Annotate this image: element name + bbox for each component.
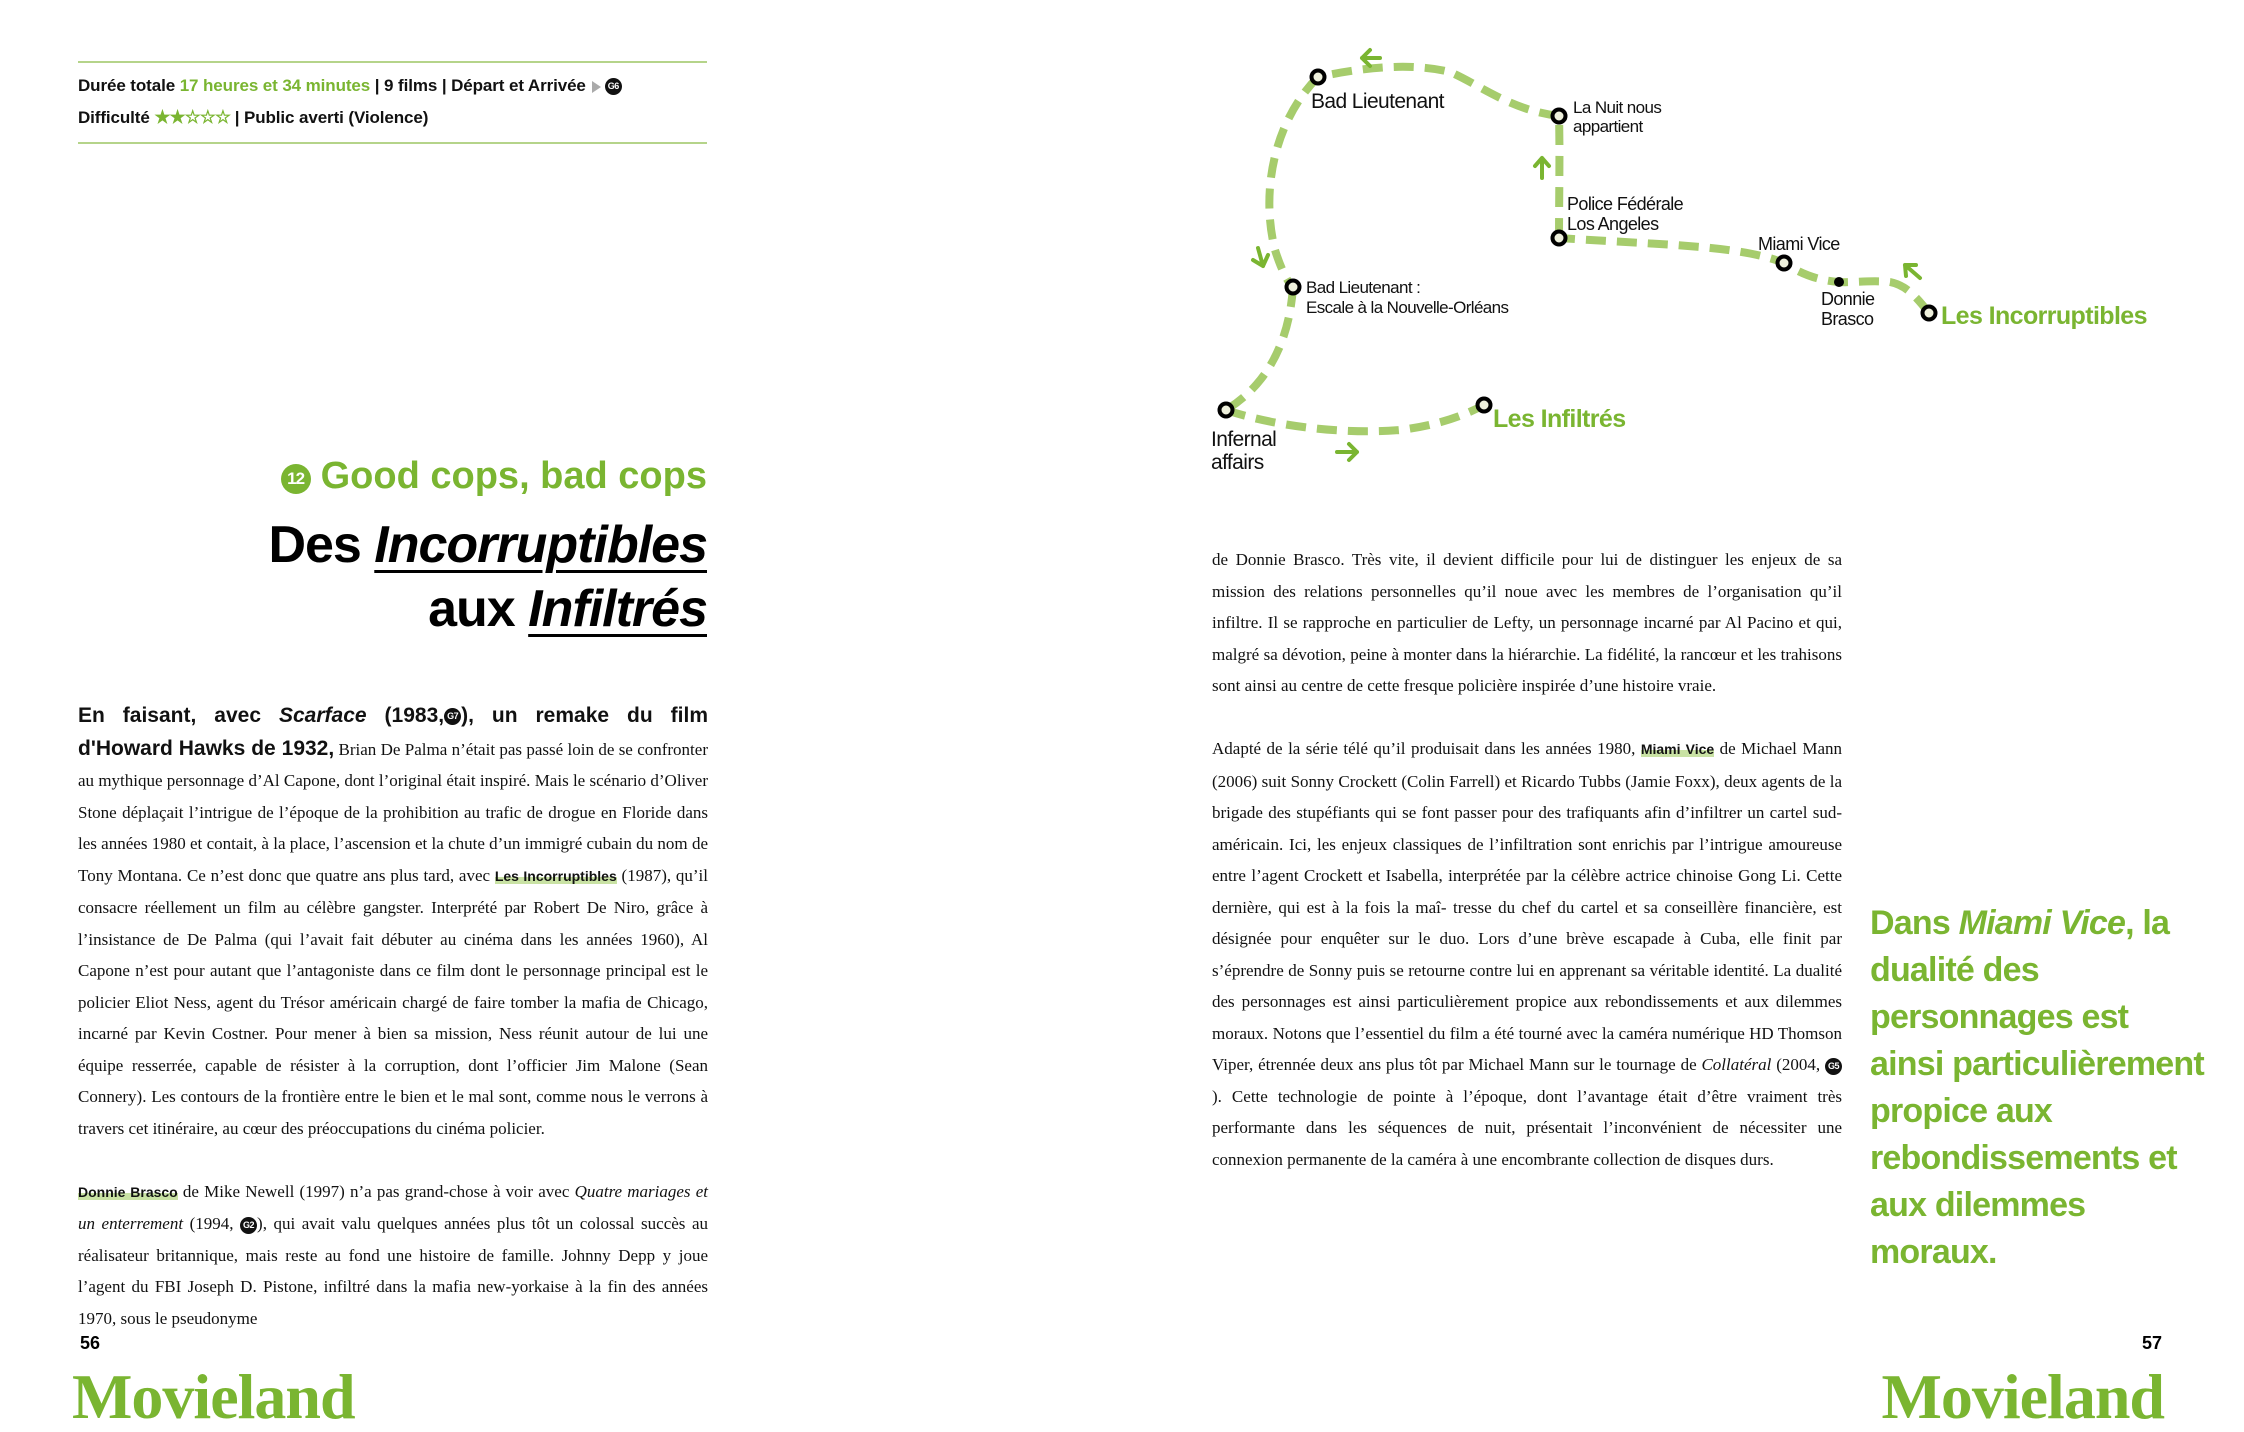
duration-value: 17 heures et 34 minutes	[180, 76, 370, 95]
title-plain-1: Des	[268, 516, 374, 574]
body-text: de Mike Newell (1997) n’a pas grand-chose à voir avec	[178, 1182, 575, 1201]
pull-quote: Dans Miami Vice, la dualité des personnages est ainsi particulièrement propice aux rebondissements et aux dilemmes moraux.	[1870, 900, 2210, 1276]
map-label-infiltres: Les Infiltrés	[1493, 405, 1626, 433]
map-label-infernal-1: Infernal	[1211, 428, 1276, 451]
arrow-right-icon	[1337, 444, 1357, 460]
movieland-logo-right: Movieland	[1881, 1365, 2164, 1429]
right-body	[1212, 544, 1842, 1175]
body-text: tresse du chef du cartel et sa conseillère financière, est désignée pour enquêter sur le duo. Lors d’une brève escapade à Cuba, elle finit par s’éprendre de Sonny puis se retourne contre lui en apprenant sa véritable identité. La dualité des personnages	[1212, 898, 1842, 1012]
page-number-right: 57	[2142, 1333, 2162, 1354]
stop-incorruptibles	[1923, 307, 1936, 320]
body-text: ), qui avait valu quelques années plus tôt un colossal succès au réalisateur britannique, mais reste au fond une histoire de famille. Johnny Depp y joue l’agent du FBI Joseph D. Pistone, infiltré dans la mafia new-yorkaise à la fin des années 1970, sous le pseudonyme	[78, 1214, 708, 1328]
duration-label: Durée totale	[78, 76, 175, 95]
film-title-italic: Quatre mariages et un enterrement	[78, 1182, 708, 1234]
stop-infiltres	[1478, 399, 1491, 412]
star-empty-icon: ☆	[215, 107, 230, 127]
arrow-down-icon	[1253, 248, 1268, 266]
body-text: est ainsi particulièrement propice aux rebondissements et aux dilemmes moraux. Notons que l’essentiel du film a été tourné avec la caméra numérique HD Thomson Viper, étrennée deux ans plus tôt par Michael Mann sur le tournage de	[1212, 992, 1842, 1074]
body-text: de Michael Mann (2006) suit Sonny Crockett (Colin Farrell) et Ricardo Tubbs (Jamie Foxx), deux agents de la brigade des stupéfiants qui se font passer pour des trafiquants afin d’infiltrer un cartel sud-américain. Ici, les enjeux classiques de l’infiltration sont enrichis par l’intrigue amoureuse entre l’agent Crockett et Isabella, interprétée par la célèbre actrice chinoise Gong Li. Cette dernière, qui est à la fois la maî-	[1212, 739, 1842, 917]
arrow-up-icon	[1535, 158, 1549, 178]
stop-bad-lieutenant	[1312, 71, 1325, 84]
film-badge-g7: G7	[444, 708, 461, 725]
title-plain-2: aux	[428, 580, 528, 638]
stop-bad-lieutenant-no	[1287, 281, 1300, 294]
body-text: (2004,	[1771, 1055, 1825, 1074]
film-link-incorruptibles[interactable]: Les Incorruptibles	[495, 868, 617, 884]
left-paragraph-2	[78, 1176, 708, 1335]
body-text: ). Cette technologie de pointe à l’époque, dont l’avantage était d’être vraiment très performante dans les séquences de nuit, présentait l’inconvénient de nécessiter une connexion permanente de la caméra à une encombrante collection de disques durs.	[1212, 1087, 1842, 1169]
body-text: (1994,	[183, 1214, 240, 1233]
map-label-infernal-2: affairs	[1211, 451, 1264, 474]
map-label-bad-lt-no-1: Bad Lieutenant :	[1306, 278, 1420, 297]
audience-label: | Public averti (Violence)	[235, 108, 429, 127]
section-number-badge: 12	[281, 464, 311, 494]
map-label-bad-lt-no-2: Escale à la Nouvelle-Orléans	[1306, 298, 1509, 317]
difficulty-label: Difficulté	[78, 108, 150, 127]
stop-miami-vice	[1778, 257, 1791, 270]
map-label-donnie-1: Donnie	[1821, 289, 1875, 309]
map-label-la-nuit-2: appartient	[1573, 117, 1643, 136]
film-badge-g5: G5	[1825, 1058, 1842, 1075]
star-filled-icon: ★	[154, 107, 169, 127]
body-text: Adapté de la série télé qu’il produisait dans les années 1980,	[1212, 739, 1641, 758]
route-segment	[1226, 287, 1293, 410]
arrow-upleft-icon	[1905, 265, 1920, 278]
star-empty-icon: ☆	[185, 107, 200, 127]
title-italic-1: Incorruptibles	[374, 516, 707, 574]
stop-donnie-brasco	[1834, 277, 1844, 287]
stop-infernal-affairs	[1220, 404, 1233, 417]
right-paragraph-1	[1212, 544, 1842, 702]
map-label-la-nuit-1: La Nuit nous	[1573, 98, 1661, 117]
page-number-left: 56	[80, 1333, 100, 1354]
film-title-italic: Collatéral	[1701, 1055, 1771, 1074]
map-label-police-2: Los Angeles	[1567, 214, 1659, 234]
lead-text: En faisant, avec Scarface (1983, G7 ), un remake du film d'Howard Hawks de 1932,	[78, 704, 708, 760]
film-link-miami-vice[interactable]: Miami Vice	[1641, 741, 1714, 757]
map-label-police-1: Police Fédérale	[1567, 194, 1684, 214]
body-text: (1987), qu’il consacre réellement un film au célèbre gangster. Interprété par Robert De Niro, grâce à l’insistance de De Palma (qui l’avait fait débuter au cinéma dans les années 1960), Al Capone n’est pour autant que l’antagoniste dans ce film dont le personnage principal est le policier Eliot Ness, agent du Trésor américain chargé de faire tomber la mafia de Chicago, incarné par Kevin Costner. Pour mener à bien sa mission, Ness réunit autour de lui une équipe resserrée, capable de résister à la corruption, dont l’officier Jim Malone (Sean Connery). Les contours de la frontière entre le bien et le mal sont, comme nous le verrons à travers cet itinéraire, au cœur des préoccupations du cinéma policier.	[78, 866, 708, 1138]
body-text: de Donnie Brasco. Très vite, il devient difficile pour lui de distinguer les enjeux de sa mission des relations personnelles qu’il noue avec les membres de l’organisation qu’il infiltre. Il se rapproche en particulier de Lefty, un personnage incarné par Al Pacino et qui, malgré sa dévotion, peine à monter dans la hiérarchie. La fidélité, la rancœur et les trahisons sont ainsi au centre de cette fresque policière inspirée d’une histoire vraie.	[1212, 550, 1842, 695]
star-filled-icon: ★	[170, 107, 185, 127]
map-label-incorruptibles: Les Incorruptibles	[1941, 302, 2147, 330]
route-map	[0, 0, 2244, 500]
film-link-donnie-brasco[interactable]: Donnie Brasco	[78, 1184, 178, 1200]
map-label-bad-lieutenant: Bad Lieutenant	[1311, 90, 1445, 113]
left-paragraph-1	[78, 700, 708, 1144]
section-heading-text: Good cops, bad cops	[321, 455, 707, 497]
page-title-line-2	[428, 579, 707, 639]
map-label-donnie-2: Brasco	[1821, 309, 1874, 329]
stop-police-federale	[1553, 232, 1566, 245]
left-body	[78, 700, 708, 1334]
films-count: | 9 films |	[375, 76, 447, 95]
movieland-logo-left: Movieland	[72, 1365, 355, 1429]
title-italic-2: Infiltrés	[528, 580, 707, 638]
star-empty-icon: ☆	[200, 107, 215, 127]
map-label-miami-vice: Miami Vice	[1758, 234, 1840, 254]
right-paragraph-2	[1212, 733, 1842, 1175]
depart-badge: G6	[605, 78, 622, 95]
stop-la-nuit	[1553, 110, 1566, 123]
body-text: Brian De Palma n’était pas passé loin de se confronter au mythique personnage d’Al Capone, dont l’original était inspiré. Mais le scénario d’Oliver Stone déplaçait l’intrigue de l’époque de la prohibition au trafic de drogue en Floride dans les années 1980 et contait, à la place, l’ascension et la chute d’un immigré cubain du nom de Tony Montana. Ce n’est donc que quatre ans plus tard, avec	[78, 740, 708, 885]
page-title-line-1	[268, 515, 707, 575]
arrow-left-icon	[1362, 50, 1380, 66]
film-badge-g2: G2	[240, 1217, 257, 1234]
depart-label: Départ et Arrivée	[451, 76, 586, 95]
